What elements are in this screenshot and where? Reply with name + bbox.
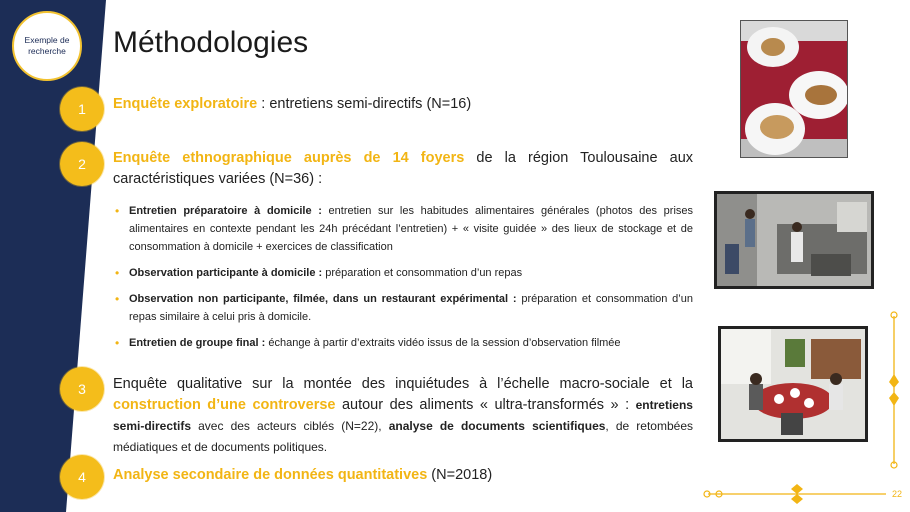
step-3-text-3: avec des acteurs ciblés (N=22), — [191, 419, 389, 433]
vertical-ornament — [884, 310, 904, 470]
bullet-item — [113, 264, 693, 282]
bullet-title: Observation non participante, filmée, dans un restaurant expérimental : — [129, 293, 517, 305]
step-4-number: 4 — [60, 455, 104, 499]
step-3-text-1: Enquête qualitative sur la montée des inquiétudes à l’échelle macro-sociale et la — [113, 376, 693, 392]
bullet-text: préparation et consommation d’un repas similaire à celui pris à domicile. — [129, 293, 693, 323]
meal-plates-photo — [740, 20, 848, 158]
step-2-text: de la région Toulousaine aux caractéristiques variées (N=36) : — [113, 150, 694, 187]
bullet-item — [113, 290, 693, 326]
step-3-bold-2: analyse de documents scientifiques — [388, 419, 606, 433]
step-2-label: Enquête ethnographique auprès de 14 foyers — [113, 150, 465, 166]
step-2-bullets — [113, 202, 693, 360]
bullet-text: préparation et consommation d’un repas — [322, 267, 523, 279]
step-2-number: 2 — [60, 142, 104, 186]
bullet-title: Entretien préparatoire à domicile : — [129, 205, 322, 217]
step-1 — [113, 94, 673, 115]
step-3-text-2: autour des aliments « ultra-transformés » : — [335, 397, 636, 413]
step-1-label: Enquête exploratoire — [113, 96, 258, 112]
bullet-item — [113, 334, 693, 352]
horizontal-ornament — [702, 484, 892, 504]
example-badge — [12, 11, 82, 81]
bullet-text: entretien sur les habitudes alimentaires générales (photos des prises alimentaires en contexte pendant les 24h précédant l’entretien) + « visite guidée » des lieux de stockage et de consommation à domicile + exercices de classification — [129, 205, 694, 253]
step-3-number: 3 — [60, 367, 104, 411]
bullet-item — [113, 202, 693, 256]
step-4-text: (N=2018) — [427, 467, 493, 483]
step-3-text-4: , de retombées médiatiques et de documents politiques. — [113, 419, 694, 454]
step-3-highlight: construction d’une controverse — [113, 397, 336, 413]
bullet-title: Observation participante à domicile : — [129, 267, 323, 279]
dining-observation-photo — [718, 326, 868, 442]
step-3-bold-1: entretiens semi-directifs — [113, 398, 693, 433]
kitchen-observation-photo — [714, 191, 874, 289]
bullet-text: échange à partir d’extraits vidéo issus de la session d’observation filmée — [265, 337, 621, 349]
page-number: 22 — [891, 489, 902, 499]
bullet-title: Entretien de groupe final : — [129, 337, 266, 349]
step-2 — [113, 148, 693, 190]
step-4-label: Analyse secondaire de données quantitatives — [113, 467, 428, 483]
step-3 — [113, 374, 693, 458]
example-badge-label: Exemple de recherche — [24, 35, 70, 56]
step-4 — [113, 465, 673, 486]
step-1-text: : entretiens semi-directifs (N=16) — [257, 96, 472, 112]
page-title: Méthodologies — [113, 26, 309, 59]
step-1-number: 1 — [60, 87, 104, 131]
